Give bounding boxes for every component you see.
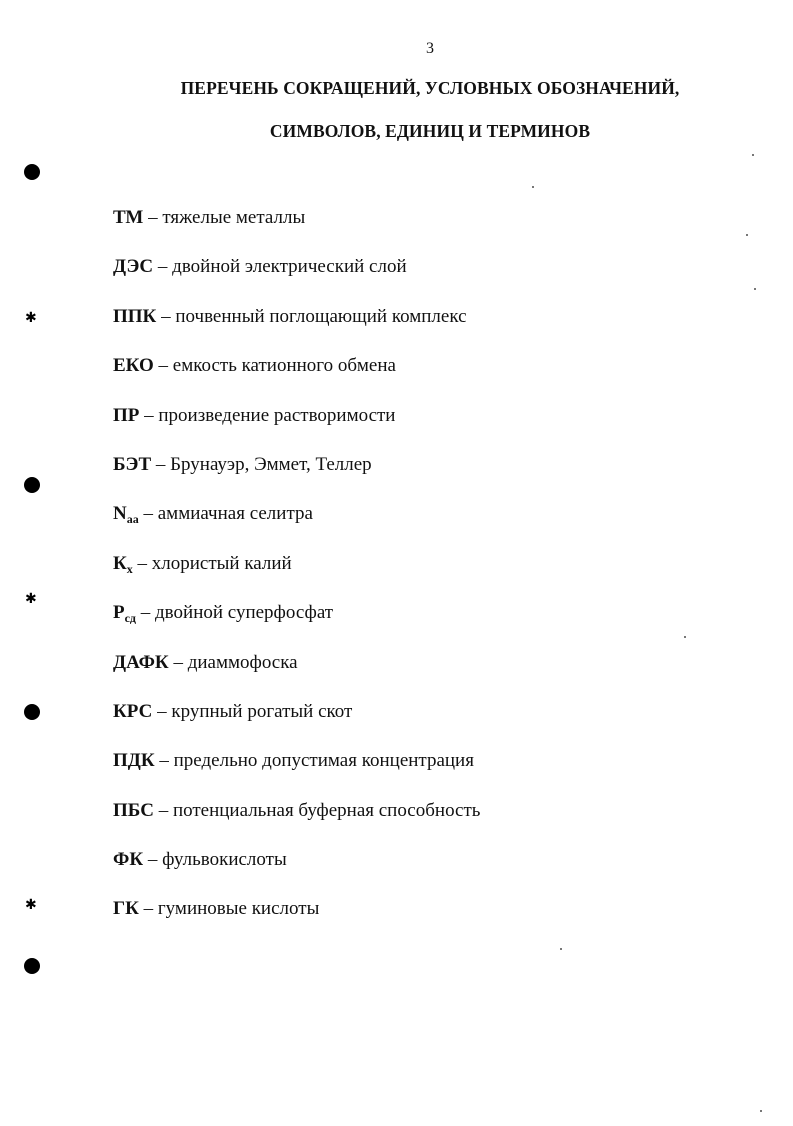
- punch-hole: [24, 164, 40, 180]
- abbreviation: ГК: [113, 898, 139, 920]
- abbreviation: БЭТ: [113, 453, 152, 475]
- abbreviation: ППК: [113, 305, 157, 327]
- ink-speck-icon: ✱: [25, 897, 37, 913]
- definition: – произведение растворимости: [144, 404, 396, 426]
- punch-hole: [24, 477, 40, 493]
- abbreviation: $Р_{сд}$: [113, 602, 137, 626]
- list-item: [113, 353, 480, 402]
- list-item: [113, 699, 480, 748]
- scan-speck: [752, 154, 754, 156]
- page-title-line-2: СИМВОЛОВ, ЕДИНИЦ И ТЕРМИНОВ: [269, 121, 591, 141]
- definition: – потенциальная буферная способность: [158, 799, 481, 821]
- ink-speck-icon: ✱: [25, 310, 37, 326]
- definition: – тяжелые металлы: [148, 207, 306, 228]
- list-item: [113, 304, 480, 353]
- abbreviation: ЕКО: [113, 355, 154, 377]
- punch-hole: [24, 704, 40, 720]
- scan-speck: [560, 948, 562, 950]
- abbreviation: ДАФК: [113, 651, 169, 673]
- list-item: [113, 896, 480, 945]
- definition: – емкость катионного обмена: [158, 355, 396, 377]
- definition: – фульвокислоты: [147, 849, 287, 871]
- scan-speck: [746, 234, 748, 236]
- scan-speck: [760, 1110, 762, 1112]
- abbreviation: $К_х$: [113, 552, 133, 576]
- list-item: [113, 650, 480, 699]
- abbreviation: ПДК: [113, 750, 155, 772]
- ink-speck-icon: ✱: [25, 591, 37, 607]
- list-item: [113, 600, 480, 649]
- abbreviation: ТМ: [113, 207, 144, 228]
- definition: – крупный рогатый скот: [157, 700, 353, 722]
- list-item: [113, 551, 480, 600]
- list-item: [113, 847, 480, 896]
- page-title-line-1: ПЕРЕЧЕНЬ СОКРАЩЕНИЙ, УСЛОВНЫХ ОБОЗНАЧЕНИЙ,: [180, 78, 680, 98]
- abbreviation-subscript: х: [126, 561, 133, 576]
- definition: – диаммофоска: [173, 651, 298, 673]
- definition: – гуминовые кислоты: [143, 898, 320, 920]
- scan-speck: [754, 288, 756, 290]
- definition: – двойной электрический слой: [157, 256, 407, 278]
- abbreviation: ПБС: [113, 799, 154, 821]
- list-item: [113, 452, 480, 501]
- abbreviation-subscript: сд: [124, 611, 137, 626]
- list-item: [113, 205, 480, 254]
- definition: – хлористый калий: [137, 552, 292, 574]
- punch-hole: [24, 958, 40, 974]
- list-item: [113, 501, 480, 550]
- definition: – почвенный поглощающий комплекс: [161, 305, 467, 327]
- list-item: [113, 798, 480, 847]
- abbreviation-subscript: аа: [126, 512, 139, 527]
- list-item: [113, 254, 480, 303]
- abbreviation: $N_{аа}$: [113, 503, 139, 527]
- definition: – аммиачная селитра: [143, 503, 313, 525]
- scan-speck: [532, 186, 534, 188]
- definition: – предельно допустимая концентрация: [159, 750, 474, 772]
- abbreviation: ФК: [113, 849, 144, 871]
- page-number: 3: [426, 40, 434, 57]
- definition: – Брунауэр, Эммет, Теллер: [155, 453, 372, 475]
- abbreviation-list: [113, 205, 480, 946]
- abbreviation: КРС: [113, 700, 153, 722]
- abbreviation: ДЭС: [113, 256, 154, 278]
- scan-speck: [684, 636, 686, 638]
- list-item: [113, 403, 480, 452]
- abbreviation: ПР: [113, 404, 140, 426]
- definition: – двойной суперфосфат: [140, 602, 334, 624]
- list-item: [113, 748, 480, 797]
